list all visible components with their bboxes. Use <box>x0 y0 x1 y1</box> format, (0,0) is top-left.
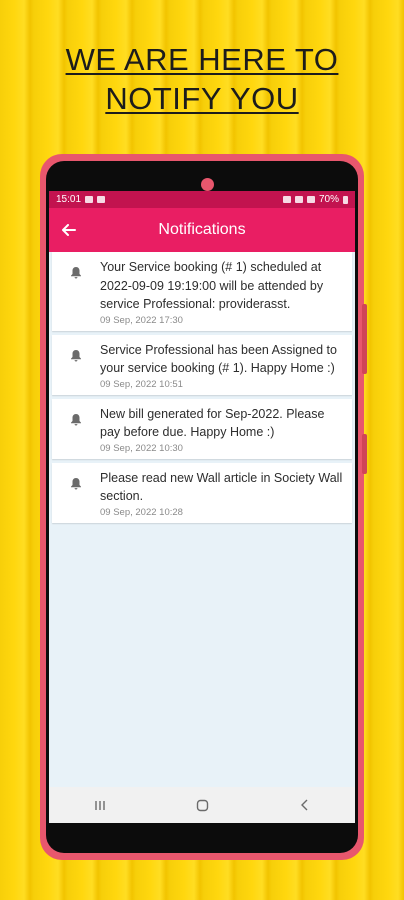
notification-time: 09 Sep, 2022 10:28 <box>100 506 183 518</box>
notification-message: Please read new Wall article in Society Wall section. <box>100 470 343 503</box>
app-screen <box>49 191 355 823</box>
notification-item[interactable] <box>52 335 352 395</box>
nav-back-button[interactable] <box>274 787 334 823</box>
side-button <box>362 304 367 374</box>
arrow-left-icon <box>62 224 76 236</box>
bell-icon <box>70 266 82 279</box>
image-icon <box>97 196 105 203</box>
bell-icon <box>70 477 82 490</box>
bell-icon <box>70 413 82 426</box>
chevron-left-icon <box>300 799 309 811</box>
alarm-icon <box>283 196 291 203</box>
hero-line-1: WE ARE HERE TO <box>65 42 339 77</box>
notification-time: 09 Sep, 2022 17:30 <box>100 314 183 326</box>
notification-list <box>49 252 355 523</box>
hero-heading <box>0 40 404 118</box>
status-bar <box>49 191 355 208</box>
notification-icon <box>85 196 93 203</box>
signal-icon <box>307 196 315 203</box>
side-button <box>362 434 367 474</box>
notification-message: Your Service booking (# 1) scheduled at 2022-09-09 19:19:00 will be attended by service Professional: providerasst. <box>100 260 324 311</box>
home-button[interactable] <box>172 787 232 823</box>
notification-time: 09 Sep, 2022 10:30 <box>100 442 183 454</box>
notification-item[interactable] <box>52 252 352 331</box>
notification-item[interactable] <box>52 463 352 523</box>
recent-apps-button[interactable] <box>70 787 130 823</box>
home-icon <box>196 799 209 812</box>
back-button[interactable] <box>49 208 89 252</box>
phone-screen-bezel <box>46 161 358 853</box>
battery-icon <box>343 196 348 204</box>
battery-percent: 70% <box>318 194 339 205</box>
app-bar <box>49 208 355 252</box>
phone-frame <box>40 154 364 860</box>
bell-icon <box>70 349 82 362</box>
notification-message: Service Professional has been Assigned to your service booking (# 1). Happy Home :) <box>100 342 337 375</box>
notification-time: 09 Sep, 2022 10:51 <box>100 378 183 390</box>
recent-apps-icon <box>94 800 106 811</box>
wifi-icon <box>295 196 303 203</box>
hero-line-2: NOTIFY YOU <box>105 81 299 116</box>
notification-message: New bill generated for Sep-2022. Please pay before due. Happy Home :) <box>100 406 325 439</box>
front-camera <box>201 178 214 191</box>
notification-item[interactable] <box>52 399 352 459</box>
status-time: 15:01 <box>56 194 82 205</box>
system-nav-bar <box>49 787 355 823</box>
page-title: Notifications <box>158 221 246 238</box>
